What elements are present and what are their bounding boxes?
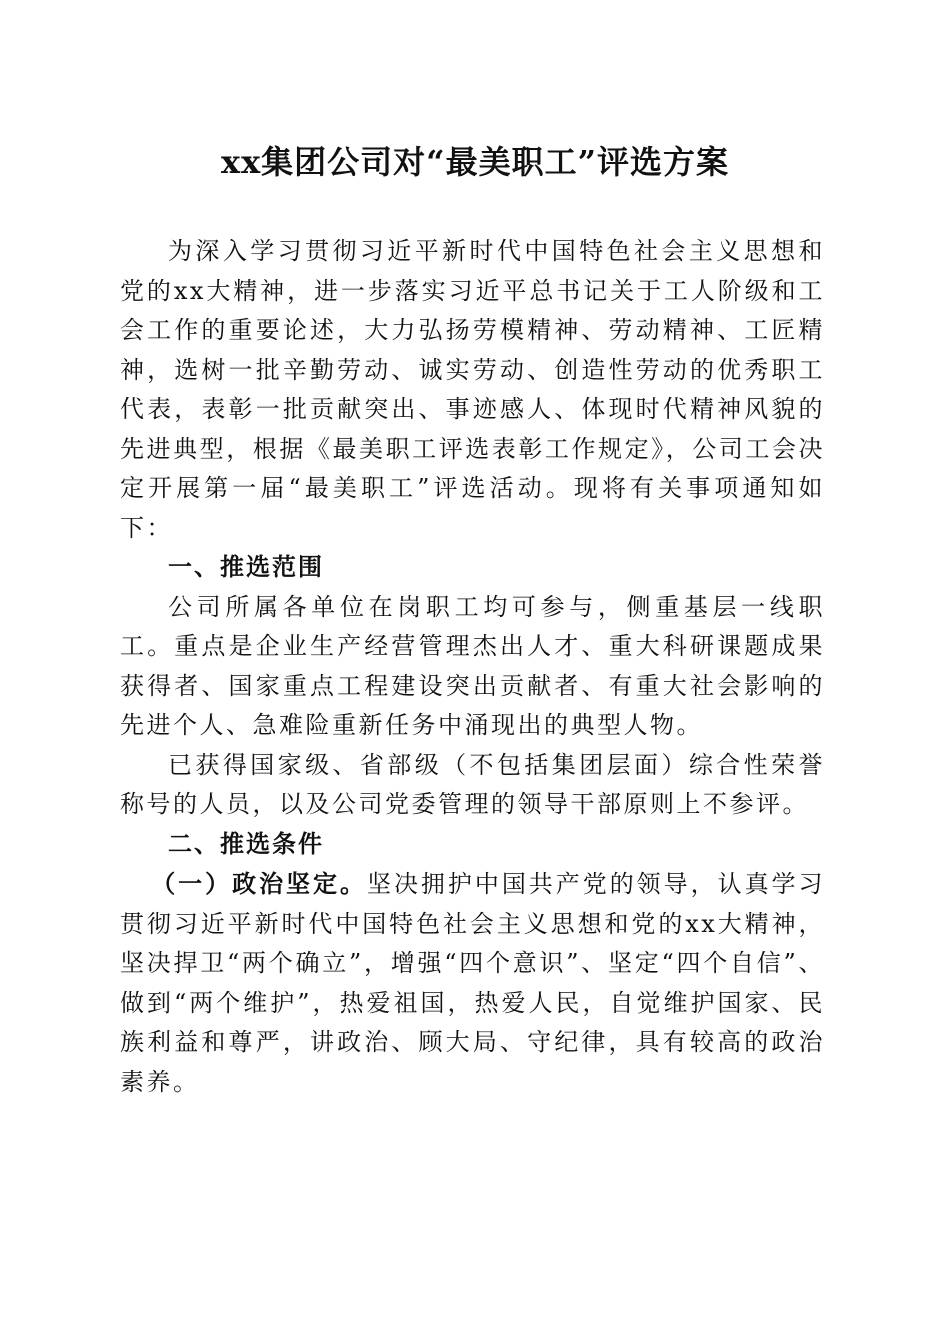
page-title: xx集团公司对“最美职工”评选方案 xyxy=(221,143,729,181)
condition-item-lead: （一）政治坚定。 xyxy=(151,869,367,898)
intro-paragraph: 为深入学习贯彻习近平新时代中国特色社会主义思想和党的xx大精神，进一步落实习近平总书记关于工人阶级和工会工作的重要论述，大力弘扬劳模精神、劳动精神、工匠精神，选树一批辛勤劳动、诚实劳动、创造性劳动的优秀职工代表，表彰一批贡献突出、事迹感人、体现时代精神风貌的先进典型，根据《最美职工评选表彰工作规定》，公司工会决定开展第一届“最美职工”评选活动。现将有关事项通知如下： xyxy=(120,237,825,542)
scope-paragraph-2: 已获得国家级、省部级（不包括集团层面）综合性荣誉称号的人员，以及公司党委管理的领导干部原则上不参评。 xyxy=(120,750,825,818)
section-heading-conditions: 二、推选条件 xyxy=(168,829,324,858)
scope-paragraph-1: 公司所属各单位在岗职工均可参与，侧重基层一线职工。重点是企业生产经营管理杰出人才、重大科研课题成果获得者、国家重点工程建设突出贡献者、有重大社会影响的先进个人、急难险重新任务中涌现出的典型人物。 xyxy=(120,592,825,739)
condition-item-political xyxy=(120,864,825,1102)
condition-item-text: 坚决拥护中国共产党的领导，认真学习贯彻习近平新时代中国特色社会主义思想和党的xx大精神，坚决捍卫“两个确立”，增强“四个意识”、坚定“四个自信”、做到“两个维护”，热爱祖国，热爱人民，自觉维护国家、民族利益和尊严，讲政治、顾大局、守纪律，具有较高的政治素养。 xyxy=(120,870,826,1096)
document-body xyxy=(120,232,825,1102)
section-heading-scope: 一、推选范围 xyxy=(168,553,324,581)
